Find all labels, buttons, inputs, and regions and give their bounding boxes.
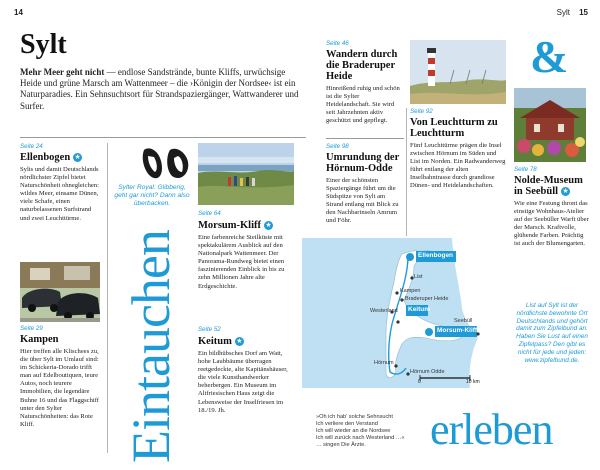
map-label-kampen: Kampen xyxy=(400,288,421,294)
right-page-title: Sylt xyxy=(556,8,570,17)
entry-nolde xyxy=(514,166,590,249)
entry-ellenbogen xyxy=(20,143,100,223)
entry-kampen xyxy=(20,325,102,429)
entry-hoernum-text: Einer der schönsten Spaziergänge führt um die Südspitze von Sylt am Strand entlang mit Blick zu den Nachbarinseln Amrum und Föhr. xyxy=(326,177,399,225)
star-icon: ★ xyxy=(562,187,569,195)
entry-braderup-title: Wandern durch die Braderuper Heide xyxy=(326,49,398,82)
map-scale-start: 0 xyxy=(418,379,421,385)
oyster-icon xyxy=(140,146,192,182)
list-note: List auf Sylt ist der nördlichste bewohnte Ort Deutschlands und gehört damit zum Zipfelbund an. Haben Sie Lust auf einen Zipfelpass? Den gibt es nicht für jede und jeden: www.zipfelbund.de. xyxy=(516,302,588,364)
entry-kampen-text: Hier treffen alle Klischees zu, die über Sylt im Umlauf sind: im Schickeria-Dorado trifft man auf Edelboutiquen, teure Autos, noch teurere Immobilien, die legendäre Buhne 16 und das Flaggschiff unter den Sylter Naturschönheiten: das Rote Kliff. xyxy=(20,348,99,428)
map-label-seebuell: Seebüll xyxy=(454,318,473,324)
entry-morsum-ref: Seite 64 xyxy=(198,210,221,217)
morsum-marker xyxy=(425,328,433,336)
oyster-caption: Sylter Royal: Glibberig, geht gar nicht? Dann also überbacken. xyxy=(114,184,190,207)
entry-leuchtturm-text: Fünf Leuchttürme prägen die Insel zwischen Hörnum im Süden und List im Norden. Ein Radwanderweg führt entlang der alten Inselbahntrasse durch grandiose Dünen- und Heidelandschaften. xyxy=(410,142,506,190)
map-label-keitum: Keitum xyxy=(408,306,431,313)
cars-photo xyxy=(20,262,100,322)
vertical-word-eintauchen: Eintauchen xyxy=(121,230,181,463)
intro-body: — endlose Sandstrände, bunte Kliffs, urwüchsige Heide und grüne Marsch am Wattenmeer – die ›Königin der Nordsee‹ ist ein Naturparadies. Ein Sehnsuchtsort für Strandspaziergänger, Wattwanderer und Surfer. xyxy=(20,67,299,111)
entry-kampen-title: Kampen xyxy=(20,334,59,345)
entry-ellenbogen-text: Sylts und damit Deutschlands nördlichster Zipfel bietet Naturschönheit ohnegleichen: wildes Meer, einsame Dünen, viele Schafe, einen naturbelassenen Surfstrand und zwei Leuchttürme. xyxy=(20,166,99,222)
column-divider xyxy=(107,143,108,453)
entry-nolde-ref: Seite 78 xyxy=(514,166,537,173)
entry-morsum xyxy=(198,210,294,291)
right-page-number: 15 xyxy=(579,8,588,17)
intro-text xyxy=(20,67,306,112)
map-label-hoernum-odde: Hörnum Odde xyxy=(410,369,445,375)
entry-kampen-ref: Seite 29 xyxy=(20,325,43,332)
entry-hoernum xyxy=(326,143,404,226)
map-label-morsum: Morsum-Kliff xyxy=(437,327,478,334)
ellenbogen-marker xyxy=(406,253,414,261)
entry-braderup-ref: Seite 46 xyxy=(326,40,349,47)
garden-photo xyxy=(514,88,586,162)
star-icon: ★ xyxy=(236,337,243,345)
entry-keitum-text: Ein bildhübsches Dorf am Watt, hohe Laubbäume überragen reetgedeckte, alte Kapitänshäuser, die viele Kunsthandwerker beherbergen. Ein Museum im Altfriesischen Haus zeigt die Lebensweise der Inselfriesen im 18./19. Jh. xyxy=(198,350,288,414)
quote: »Oh ich hab' solche Sehnsucht Ich verliere den Verstand Ich will wieder an die Nordsee Ich will zurück nach Westerland …« … singen Die Ärzte. xyxy=(316,414,405,448)
map-label-westerland: Westerland xyxy=(370,308,398,314)
entry-morsum-text: Eine farbenreiche Steilküste mit spektakulärem Ausblick auf den Nationalpark Wattenmeer. Der Panorama-Rundweg bietet einen faszinierenden Einblick in bis zu zehn Millionen Jahre alte Erdgeschichte. xyxy=(198,234,285,290)
entry-leuchtturm-title: Von Leuchtturm zu Leuchtturm xyxy=(410,117,498,139)
entry-hoernum-ref: Seite 98 xyxy=(326,143,349,150)
map-scale-end: 10 km xyxy=(466,379,480,385)
map-label-braderup: Braderuper Heide xyxy=(405,296,449,302)
intro-lead: Mehr Meer geht nicht xyxy=(20,67,105,77)
page-title: Sylt xyxy=(20,29,67,60)
map-label-ellenbogen: Ellenbogen xyxy=(418,252,454,259)
entry-leuchtturm-ref: Seite 92 xyxy=(410,108,433,115)
star-icon: ★ xyxy=(74,153,81,161)
entry-nolde-title: Nolde-Museum in Seebüll xyxy=(514,175,583,197)
lighthouse-photo xyxy=(410,40,506,104)
column-divider xyxy=(406,108,407,236)
map-label-hoernum: Hörnum xyxy=(374,360,394,366)
star-icon: ★ xyxy=(265,221,272,229)
entry-braderup-text: Hinreißend ruhig und schön ist die Sylter Heidelandschaft. Sie wird seit Jahrzehnten aktiv geschützt und gepflegt. xyxy=(326,85,400,125)
island-map xyxy=(302,238,504,388)
entry-braderup xyxy=(326,40,404,125)
entry-morsum-title: Morsum-Kliff xyxy=(198,220,261,231)
entry-nolde-text: Wie eine Festung thront das einstige Wohnhaus-Atelier auf der Seebüller Warft über der Marsch. Kraftvolle, glühende Farben. Prächtig ist auch der Blumengarten. xyxy=(514,200,589,248)
entry-keitum xyxy=(198,326,294,415)
entry-hoernum-title: Umrundung der Hörnum-Odde xyxy=(326,152,400,174)
left-page-number: 14 xyxy=(14,8,23,17)
island-map-svg xyxy=(302,238,504,388)
bottom-word-erleben: erleben xyxy=(430,405,553,454)
dunes-photo xyxy=(198,143,294,205)
divider xyxy=(326,138,404,139)
entry-ellenbogen-title: Ellenbogen xyxy=(20,152,71,163)
map-label-list: List xyxy=(414,274,423,280)
intro-divider xyxy=(20,137,306,138)
entry-leuchtturm xyxy=(410,108,506,191)
entry-keitum-title: Keitum xyxy=(198,336,232,347)
ampersand: & xyxy=(530,31,569,82)
entry-keitum-ref: Seite 52 xyxy=(198,326,221,333)
entry-ellenbogen-ref: Seite 24 xyxy=(20,143,43,150)
